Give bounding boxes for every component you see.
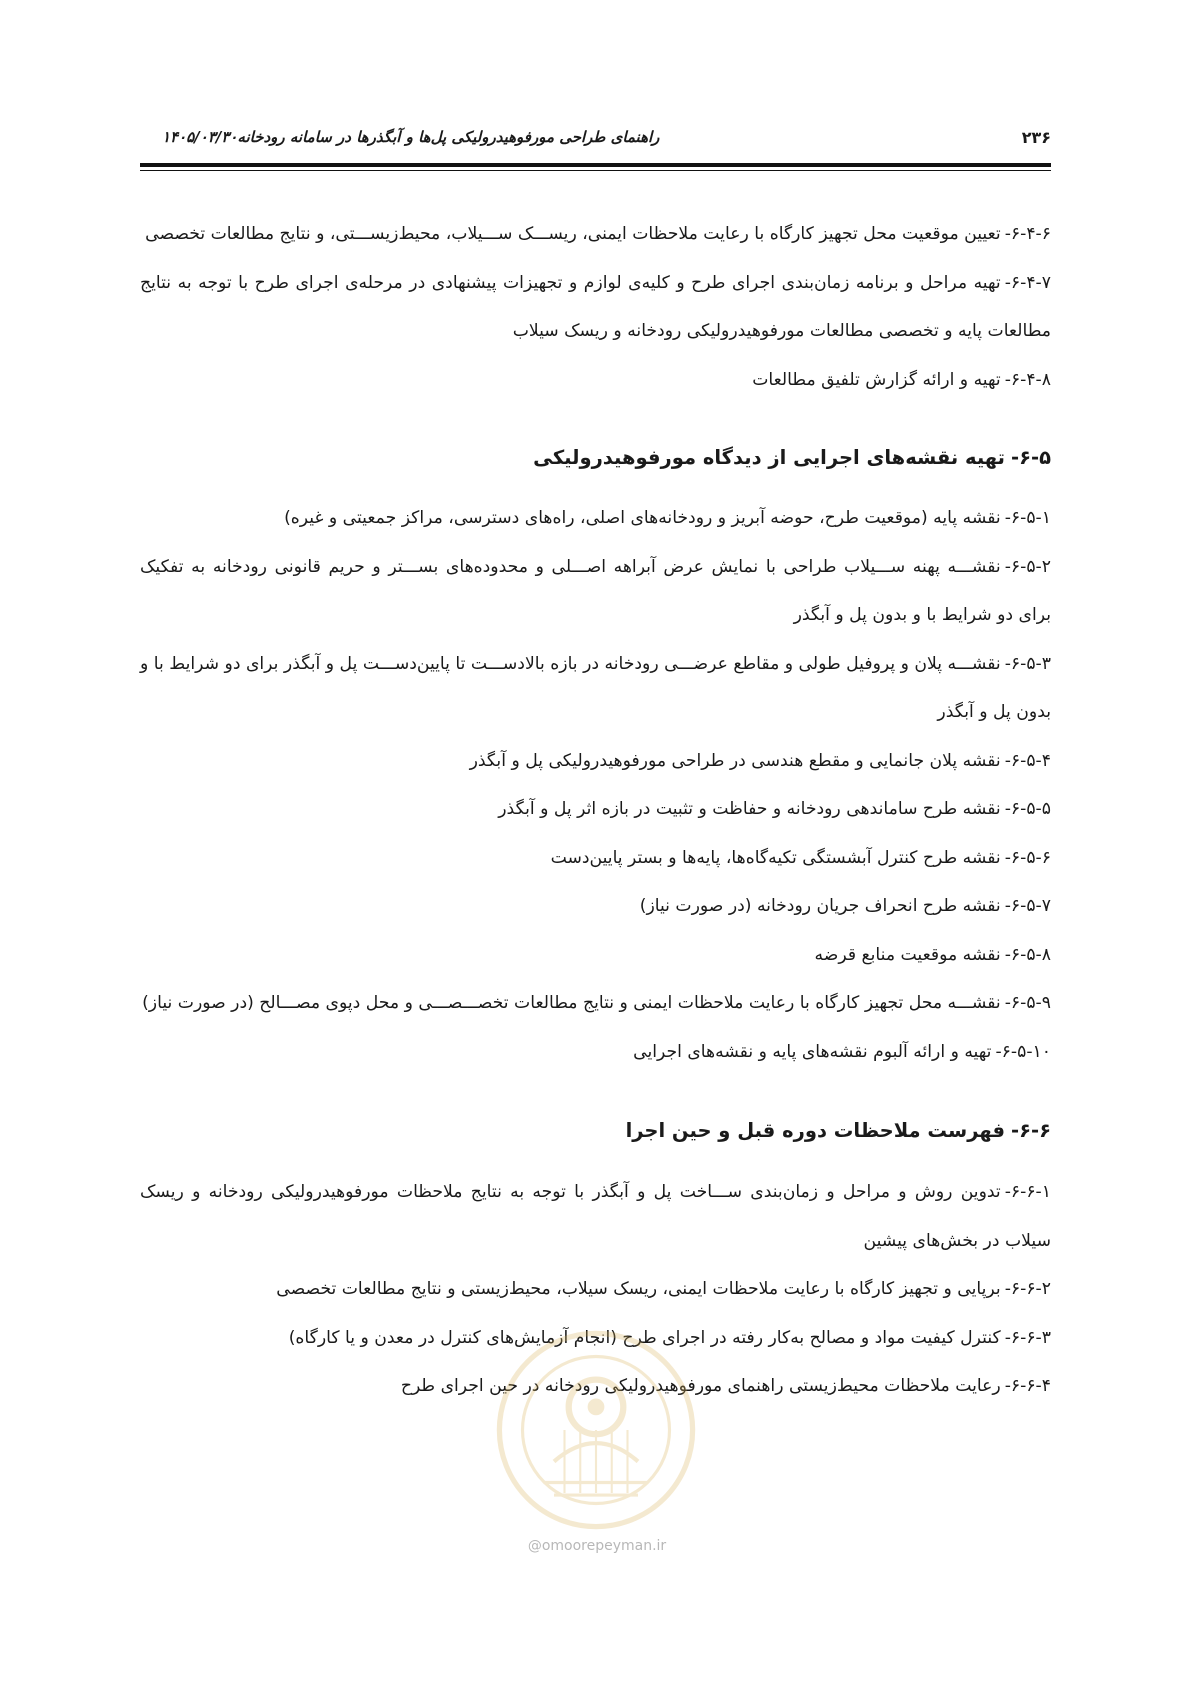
list-item (140, 494, 1051, 543)
item-number: ۶-۴-۷- (1004, 272, 1051, 293)
section-heading (140, 433, 1051, 483)
item-text: نقشه پلان جانمایی و مقطع هندسی در طراحی مورفوهیدرولیکی پل و آبگذر (469, 750, 1001, 771)
item-number: ۶-۵-۳- (1004, 653, 1051, 674)
list-item (140, 882, 1051, 931)
item-number: ۶-۵-۵- (1004, 799, 1051, 819)
item-text: نقشه پایه (موقعیت طرح، حوضه آبریز و رودخانه‌های اصلی، راه‌های دسترسی، مراکز جمعیتی و غیره) (284, 508, 1001, 528)
item-text: نقشه طرح ساماندهی رودخانه و حفاظت و تثبیت در بازه اثر پل و آبگذر (498, 799, 1001, 819)
list-item (140, 979, 1051, 1028)
item-text: تهیه و ارائه گزارش تلفیق مطالعات (752, 369, 1001, 390)
item-number: ۶-۶-۳- (1004, 1327, 1051, 1348)
header-title: راهنمای طراحی مورفوهیدرولیکی پل‌ها و آبگذرها در سامانه رودخانه (237, 128, 660, 146)
list-item (140, 737, 1051, 786)
item-text: نقشـــه پلان و پروفیل طولی و مقاطع عرضـــی رودخانه در بازه بالادســـت تا پایین‌دســـت پل و آبگذر برای دو شرایط با و بدون پل و آبگذر (140, 653, 1051, 722)
list-item (140, 1028, 1051, 1077)
list-item (140, 640, 1051, 737)
item-number: ۶-۵-۱- (1004, 508, 1051, 528)
page-number: ۲۳۶ (1021, 128, 1051, 147)
list-item (140, 1314, 1051, 1363)
header-rule-thin (140, 170, 1051, 171)
page-content (140, 210, 1051, 1411)
item-text: نقشه موقعیت منابع قرضه (814, 944, 1001, 965)
item-text: نقشه طرح کنترل آبشستگی تکیه‌گاه‌ها، پایه‌ها و بستر پایین‌دست (550, 847, 1001, 868)
item-text: تهیه و ارائه آلبوم نقشه‌های پایه و نقشه‌های اجرایی (633, 1041, 992, 1062)
list-item (140, 1265, 1051, 1314)
item-number: ۶-۶-۱- (1004, 1182, 1051, 1202)
item-text: کنترل کیفیت مواد و مصالح به‌کار رفته در اجرای طرح (انجام آزمایش‌های کنترل در معدن و یا کارگاه) (288, 1327, 1001, 1348)
list-item (140, 1362, 1051, 1411)
item-text: تعیین موقعیت محل تجهیز کارگاه با رعایت ملاحظات ایمنی، ریســـک ســـیلاب، محیط‌زیســـتی، و نتایج مطالعات تخصصی (145, 224, 1001, 244)
list-item (140, 1168, 1051, 1265)
header-date: ۱۴۰۵/۰۳/۳۰ (162, 128, 238, 146)
item-text: تدوین روش و مراحل و زمان‌بندی ســـاخت پل و آبگذر با توجه به نتایج ملاحظات مورفوهیدرولیکی رودخانه و ریسک سیلاب در بخش‌های پیشین (140, 1182, 1051, 1251)
item-text: نقشـــه محل تجهیز کارگاه با رعایت ملاحظات ایمنی و نتایج مطالعات تخصـــصـــی و محل دپوی مصـــالح (در صورت نیاز) (142, 993, 1001, 1013)
item-number: ۶-۴-۶- (1004, 224, 1051, 244)
section-heading (140, 1106, 1051, 1156)
section-number: ۶-۵- (1011, 446, 1051, 469)
item-number: ۶-۵-۸- (1004, 944, 1051, 965)
list-item (140, 210, 1051, 259)
running-title (140, 128, 659, 146)
item-number: ۶-۵-۴- (1004, 750, 1051, 771)
list-item (140, 931, 1051, 980)
item-text: نقشه طرح انحراف جریان رودخانه (در صورت نیاز) (639, 896, 1001, 916)
section-title: فهرست ملاحظات دوره قبل و حین اجرا (625, 1119, 1005, 1142)
list-item (140, 543, 1051, 640)
item-text: تهیه مراحل و برنامه زمان‌بندی اجرای طرح و کلیه‌ی لوازم و تجهیزات پیشنهادی در مرحله‌ی اجرای طرح با توجه به نتایج مطالعات پایه و تخصصی مطالعات مورفوهیدرولیکی رودخانه و ریسک سیلاب (140, 272, 1051, 341)
list-item (140, 785, 1051, 834)
list-item (140, 259, 1051, 356)
item-number: ۶-۵-۷- (1004, 896, 1051, 916)
list-item (140, 834, 1051, 883)
watermark-url: @omoorepeyman.ir (527, 1538, 667, 1554)
item-text: رعایت ملاحظات محیط‌زیستی راهنمای مورفوهیدرولیکی رودخانه در حین اجرای طرح (400, 1376, 1001, 1396)
list-item (140, 356, 1051, 405)
section-title: تهیه نقشه‌های اجرایی از دیدگاه مورفوهیدرولیکی (533, 446, 1005, 469)
item-number: ۶-۵-۶- (1004, 847, 1051, 868)
item-text: برپایی و تجهیز کارگاه با رعایت ملاحظات ایمنی، ریسک سیلاب، محیط‌زیستی و نتایج مطالعات تخصصی (276, 1279, 1001, 1299)
item-number: ۶-۵-۹- (1004, 993, 1051, 1013)
item-number: ۶-۶-۲- (1004, 1279, 1051, 1299)
item-number: ۶-۵-۱۰- (995, 1041, 1051, 1062)
header-rule-thick (140, 163, 1051, 167)
item-number: ۶-۵-۲- (1004, 556, 1051, 577)
page-header (140, 128, 1051, 156)
item-text: نقشـــه پهنه ســـیلاب طراحی با نمایش عرض آبراهه اصـــلی و محدوده‌های بســـتر و حریم قانونی رودخانه به تفکیک برای دو شرایط با و بدون پل و آبگذر (140, 556, 1051, 625)
item-number: ۶-۶-۴- (1004, 1376, 1051, 1396)
item-number: ۶-۴-۸- (1004, 369, 1051, 390)
section-number: ۶-۶- (1011, 1119, 1051, 1142)
